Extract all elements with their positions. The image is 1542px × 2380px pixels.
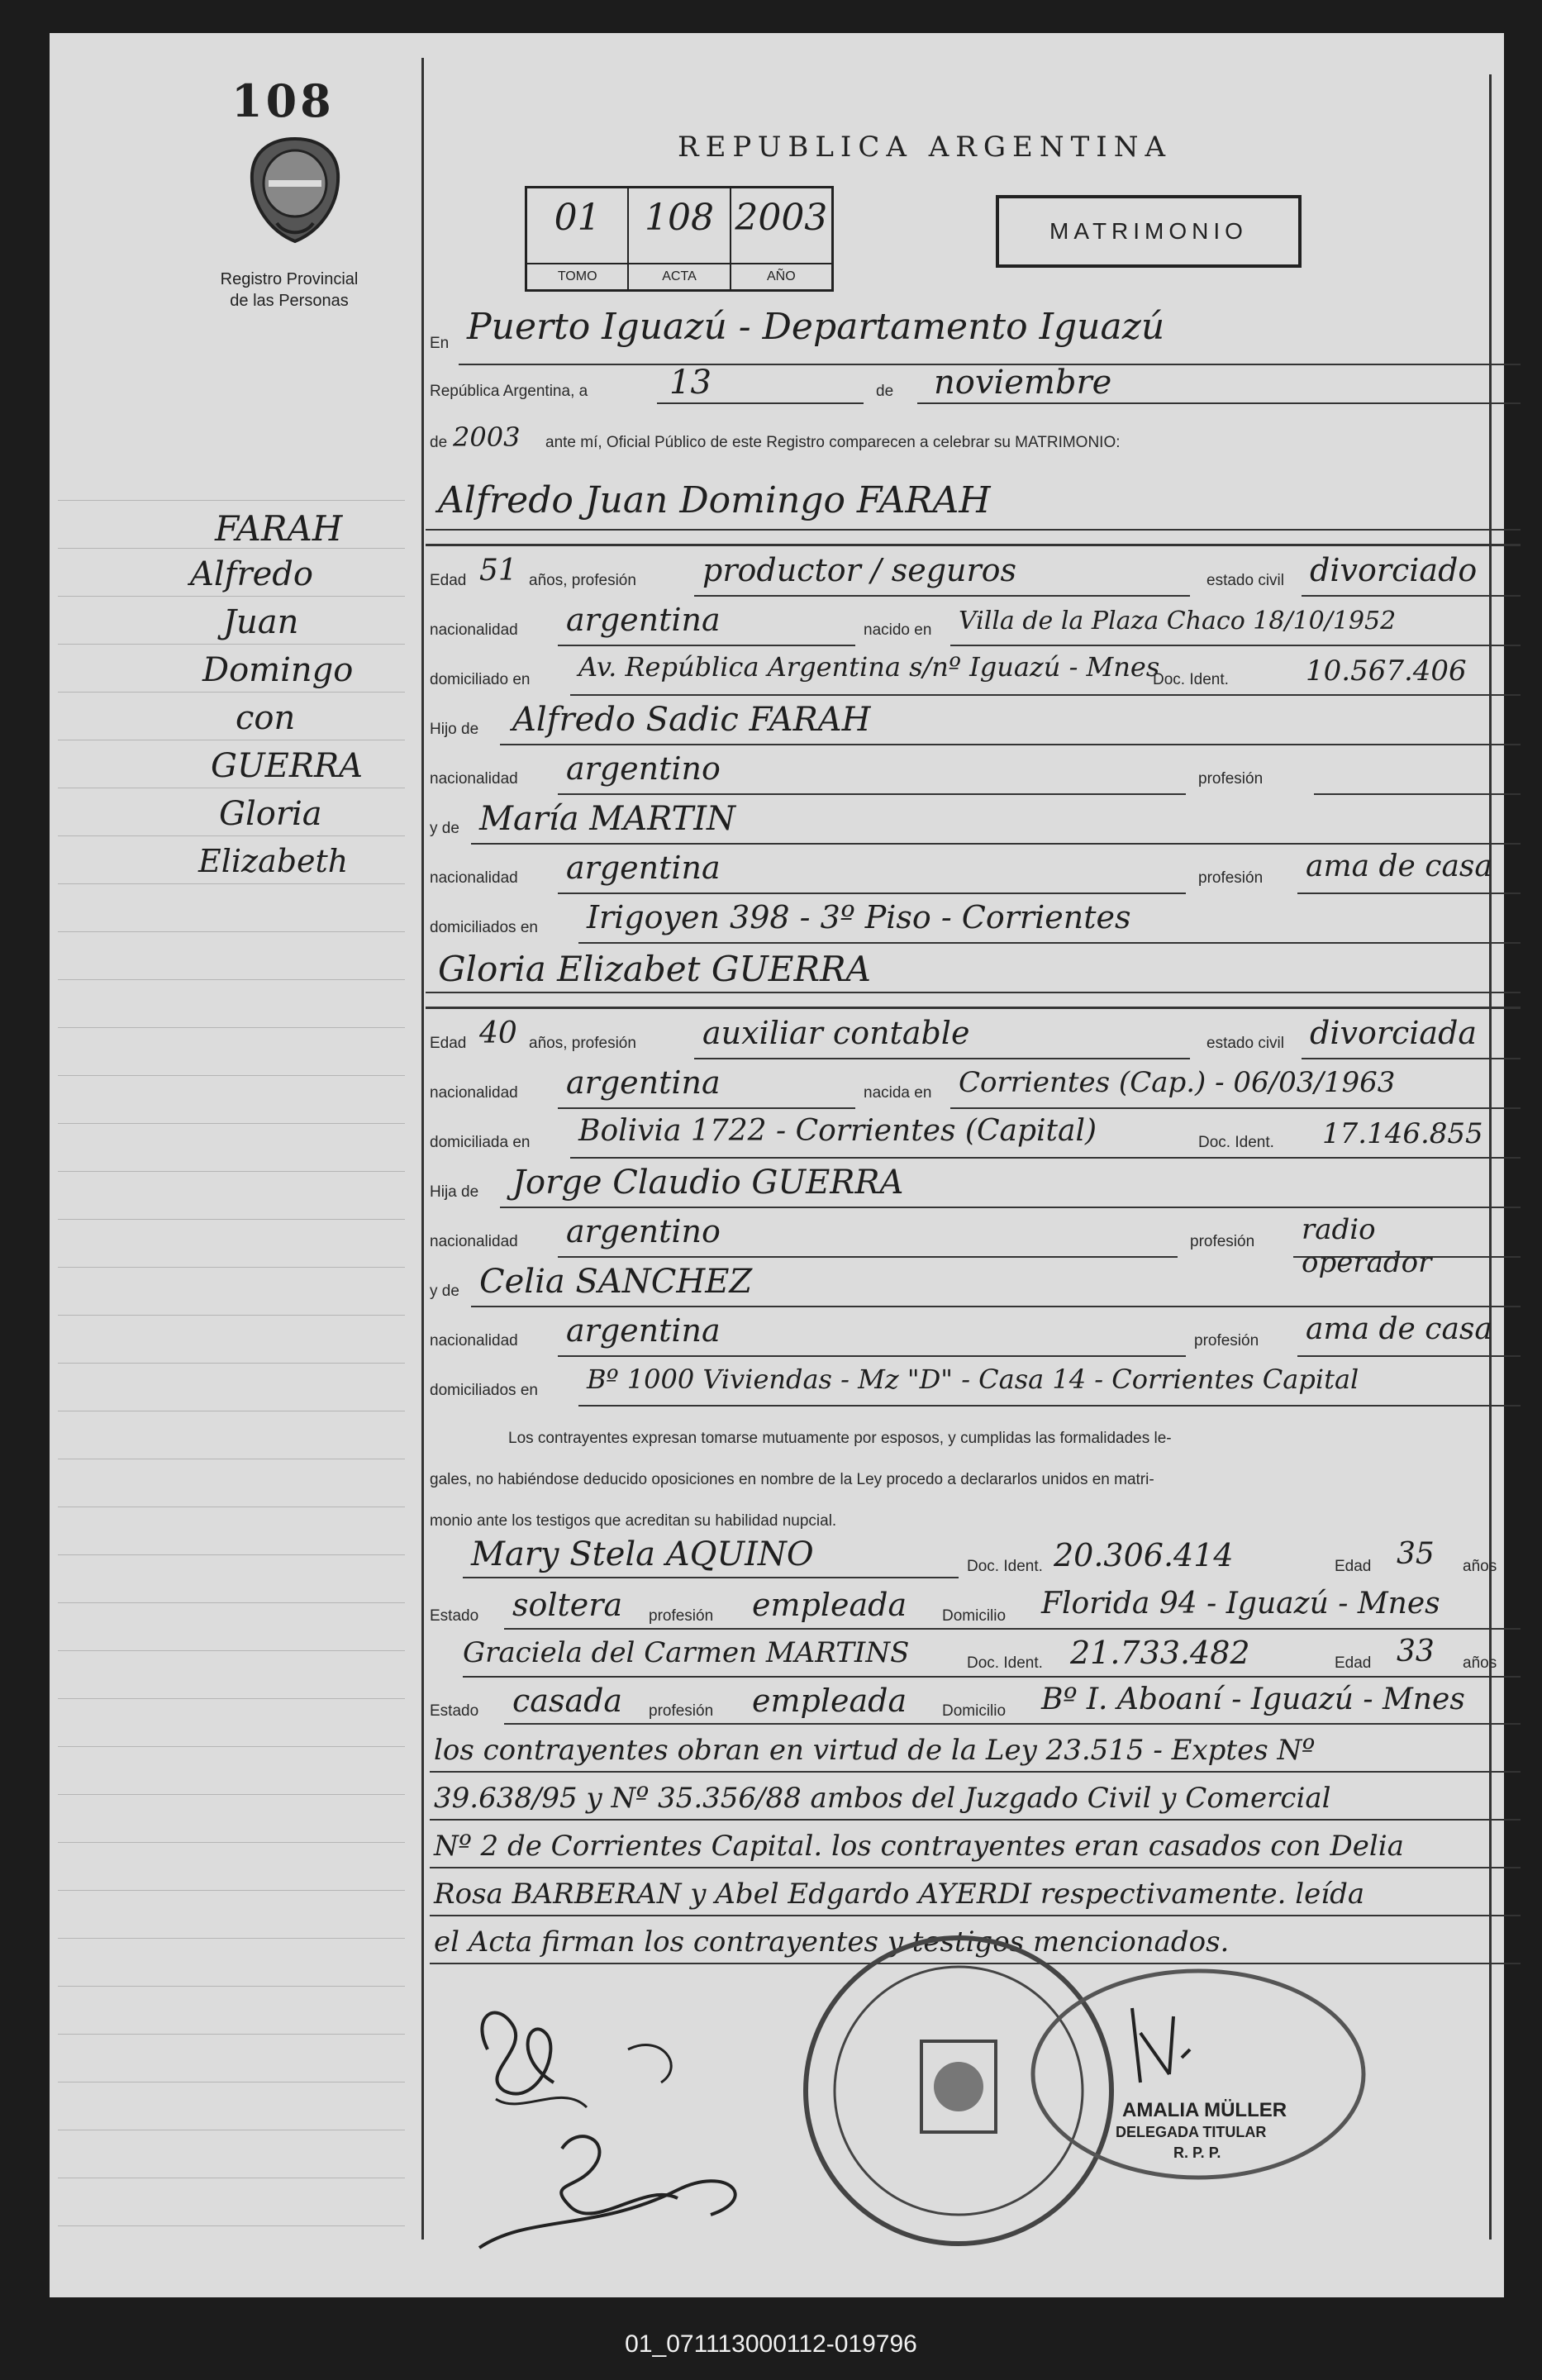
scan-identifier: 01_071113000112-019796 [625, 2330, 917, 2358]
witness2-profession: empleada [752, 1683, 907, 1719]
margin-ruled-line [58, 1315, 405, 1316]
groom-parents-address: Irigoyen 398 - 3º Piso - Corrientes [587, 899, 1131, 935]
margin-rule [421, 58, 424, 2240]
bride-address: Bolivia 1722 - Corrientes (Capital) [578, 1114, 1097, 1148]
margin-note: con [236, 699, 296, 737]
witness1-name: Mary Stela AQUINO [471, 1535, 814, 1573]
declaration-line: monio ante los testigos que acreditan su habilidad nupcial. [430, 1512, 837, 1530]
acta-label: ACTA [629, 263, 729, 289]
margin-note: Domingo [202, 651, 354, 689]
margin-ruled-line [58, 2034, 405, 2035]
groom-nationality: argentina [566, 602, 721, 638]
declaration-line: gales, no habiéndose deducido oposiciones en nombre de la Ley procedo a declararlos unidos en matri- [430, 1471, 1154, 1488]
groom-edad-label: Edad [430, 572, 467, 589]
groom-mother-prof-label: profesión [1198, 869, 1264, 887]
groom-birth: Villa de la Plaza Chaco 18/10/1952 [959, 607, 1397, 635]
groom-mother-profession: ama de casa [1306, 850, 1492, 883]
witness2-name: Graciela del Carmen MARTINS [463, 1636, 910, 1669]
bride-age: 40 [479, 1016, 517, 1050]
note-line: Nº 2 de Corrientes Capital. los contrayentes eran casados con Delia [434, 1830, 1404, 1863]
groom-marital-status: divorciado [1310, 552, 1478, 588]
margin-ruled-line [58, 883, 405, 884]
declaration-line: Los contrayentes expresan tomarse mutuamente por esposos, y cumplidas las formalidades le- [508, 1430, 1172, 1447]
year-value: 2003 [453, 421, 521, 453]
bride-mother-prof-label: profesión [1194, 1332, 1259, 1349]
margin-ruled-line [58, 1794, 405, 1795]
margin-ruled-line [58, 1890, 405, 1891]
margin-ruled-line [58, 1267, 405, 1268]
groom-nacido-label: nacido en [864, 621, 932, 639]
record-id-box [525, 186, 834, 292]
stamp-org: R. P. P. [1173, 2144, 1221, 2161]
witness1-address: Florida 94 - Iguazú - Mnes [1041, 1587, 1440, 1621]
groom-anos-label: años, profesión [529, 572, 636, 589]
margin-ruled-line [58, 1171, 405, 1172]
groom-age: 51 [479, 554, 517, 588]
bride-doc: 17.146.855 [1322, 1117, 1483, 1150]
margin-ruled-line [58, 500, 405, 501]
groom-nac-label: nacionalidad [430, 621, 518, 639]
margin-ruled-line [58, 1938, 405, 1939]
month-value: noviembre [934, 364, 1112, 402]
anio-label: AÑO [731, 263, 831, 289]
bride-birth: Corrientes (Cap.) - 06/03/1963 [959, 1066, 1396, 1099]
bride-nationality: argentina [566, 1064, 721, 1101]
witness1-anos-label: años [1463, 1558, 1497, 1575]
groom-address: Av. República Argentina s/nº Iguazú - Mnes [578, 651, 1160, 683]
witness2-edad-label: Edad [1335, 1654, 1372, 1672]
header-title: REPUBLICA ARGENTINA [678, 131, 1173, 164]
bride-parents-dom-label: domiciliados en [430, 1382, 538, 1399]
bride-father: Jorge Claudio GUERRA [512, 1164, 904, 1202]
coat-of-arms-emblem [244, 132, 347, 248]
margin-note: Alfredo [190, 555, 313, 593]
bride-father-profession: radio operador [1302, 1213, 1432, 1279]
witness2-age: 33 [1397, 1635, 1435, 1668]
groom-hijo-label: Hijo de [430, 721, 479, 738]
bride-mother-profession: ama de casa [1306, 1312, 1492, 1346]
margin-note: GUERRA [211, 747, 363, 785]
anio-value: 2003 [735, 197, 828, 239]
groom-father: Alfredo Sadic FARAH [512, 701, 871, 739]
groom-doc: 10.567.406 [1306, 654, 1467, 688]
witness1-doc-label: Doc. Ident. [967, 1558, 1043, 1575]
witness1-prof-label: profesión [649, 1607, 714, 1625]
bride-mother-nac-label: nacionalidad [430, 1332, 518, 1349]
margin-ruled-line [58, 1650, 405, 1651]
witness1-profession: empleada [752, 1587, 907, 1623]
bride-nacida-label: nacida en [864, 1084, 932, 1102]
note-line: 39.638/95 y Nº 35.356/88 ambos del Juzgado Civil y Comercial [434, 1782, 1331, 1815]
bride-anos-label: años, profesión [529, 1035, 636, 1052]
witness2-anos-label: años [1463, 1654, 1497, 1672]
margin-ruled-line [58, 596, 405, 597]
witness2-doc: 21.733.482 [1070, 1635, 1250, 1671]
bride-name: Gloria Elizabet GUERRA [438, 949, 872, 989]
tomo-label: TOMO [527, 263, 627, 289]
registry-name: Registro Provincial de las Personas [220, 270, 359, 310]
margin-note: Juan [223, 603, 299, 641]
bride-father-nac-label: nacionalidad [430, 1233, 518, 1250]
witness2-address: Bº I. Aboaní - Iguazú - Mnes [1041, 1683, 1465, 1716]
acta-cell [629, 188, 731, 289]
witness1-age: 35 [1397, 1537, 1435, 1571]
acta-value: 108 [645, 197, 714, 239]
witness2-status: casada [512, 1683, 623, 1719]
bride-doc-label: Doc. Ident. [1198, 1134, 1274, 1151]
margin-ruled-line [58, 931, 405, 932]
republica-label: República Argentina, a [430, 383, 588, 400]
bride-hija-label: Hija de [430, 1183, 479, 1201]
bride-marital-status: divorciada [1310, 1015, 1478, 1051]
bride-father-prof-label: profesión [1190, 1233, 1255, 1250]
margin-ruled-line [58, 2225, 405, 2226]
groom-profession: productor / seguros [702, 552, 1017, 588]
margin-ruled-line [58, 1123, 405, 1124]
margin-ruled-line [58, 1363, 405, 1364]
groom-mother: María MARTIN [479, 800, 736, 838]
page-number: 108 [231, 74, 335, 127]
bride-dom-label: domiciliada en [430, 1134, 531, 1151]
margin-ruled-line [58, 1554, 405, 1555]
margin-ruled-line [58, 835, 405, 836]
groom-mother-nac-label: nacionalidad [430, 869, 518, 887]
groom-mother-nationality: argentina [566, 850, 721, 886]
bride-nac-label: nacionalidad [430, 1084, 518, 1102]
tomo-cell [527, 188, 629, 289]
margin-ruled-line [58, 692, 405, 693]
groom-father-prof-label: profesión [1198, 770, 1264, 788]
margin-ruled-line [58, 1746, 405, 1747]
witness1-edad-label: Edad [1335, 1558, 1372, 1575]
en-label: En [430, 335, 450, 352]
witness1-dom-label: Domicilio [942, 1607, 1007, 1625]
margin-ruled-line [58, 979, 405, 980]
bride-estado-label: estado civil [1206, 1035, 1284, 1052]
groom-name: Alfredo Juan Domingo FARAH [438, 479, 991, 521]
margin-ruled-line [58, 1602, 405, 1603]
tomo-value: 01 [554, 197, 601, 239]
place-value: Puerto Iguazú - Departamento Iguazú [467, 306, 1165, 348]
margin-ruled-line [58, 1842, 405, 1843]
witness1-status: soltera [512, 1587, 623, 1623]
signatures [463, 2000, 810, 2281]
record-type-box: MATRIMONIO [996, 195, 1302, 268]
day-value: 13 [669, 364, 712, 402]
groom-doc-label: Doc. Ident. [1153, 671, 1229, 688]
note-line: el Acta firman los contrayentes y testigos mencionados. [434, 1925, 1230, 1959]
groom-father-nac-label: nacionalidad [430, 770, 518, 788]
stamp-title: DELEGADA TITULAR [1116, 2124, 1267, 2140]
margin-note: FARAH [215, 508, 343, 549]
margin-ruled-line [58, 1219, 405, 1220]
note-line: Rosa BARBERAN y Abel Edgardo AYERDI respectivamente. leída [434, 1878, 1365, 1911]
witness2-estado-label: Estado [430, 1702, 479, 1720]
witness2-prof-label: profesión [649, 1702, 714, 1720]
note-line: los contrayentes obran en virtud de la Ley 23.515 - Exptes Nº [434, 1734, 1316, 1767]
groom-dom-label: domiciliado en [430, 671, 531, 688]
bride-father-nationality: argentino [566, 1213, 721, 1250]
margin-note: Gloria [219, 795, 322, 833]
witness2-dom-label: Domicilio [942, 1702, 1007, 1720]
bride-parents-address: Bº 1000 Viviendas - Mz "D" - Casa 14 - Corrientes Capital [587, 1364, 1359, 1395]
register-page [50, 33, 1504, 2297]
comparecen-text: ante mí, Oficial Público de este Registro comparecen a celebrar su MATRIMONIO: [545, 434, 1121, 451]
bride-y-de-label: y de [430, 1283, 459, 1300]
margin-ruled-line [58, 1027, 405, 1028]
margin-ruled-line [58, 1986, 405, 1987]
groom-y-de-label: y de [430, 820, 459, 837]
bride-profession: auxiliar contable [702, 1015, 970, 1051]
bride-edad-label: Edad [430, 1035, 467, 1052]
margin-ruled-line [58, 1698, 405, 1699]
groom-father-nationality: argentino [566, 750, 721, 787]
de-label: de [876, 383, 894, 400]
bride-mother: Celia SANCHEZ [479, 1263, 753, 1301]
year-prefix: de [430, 434, 448, 451]
bride-mother-nationality: argentina [566, 1312, 721, 1349]
witness2-doc-label: Doc. Ident. [967, 1654, 1043, 1672]
groom-estado-label: estado civil [1206, 572, 1284, 589]
margin-note: Elizabeth [198, 843, 349, 879]
witness1-estado-label: Estado [430, 1607, 479, 1625]
groom-parents-dom-label: domiciliados en [430, 919, 538, 936]
margin-ruled-line [58, 644, 405, 645]
margin-ruled-line [58, 1075, 405, 1076]
stamp-name: AMALIA MÜLLER [1122, 2099, 1287, 2121]
anio-cell [731, 188, 831, 289]
witness1-doc: 20.306.414 [1054, 1537, 1234, 1573]
